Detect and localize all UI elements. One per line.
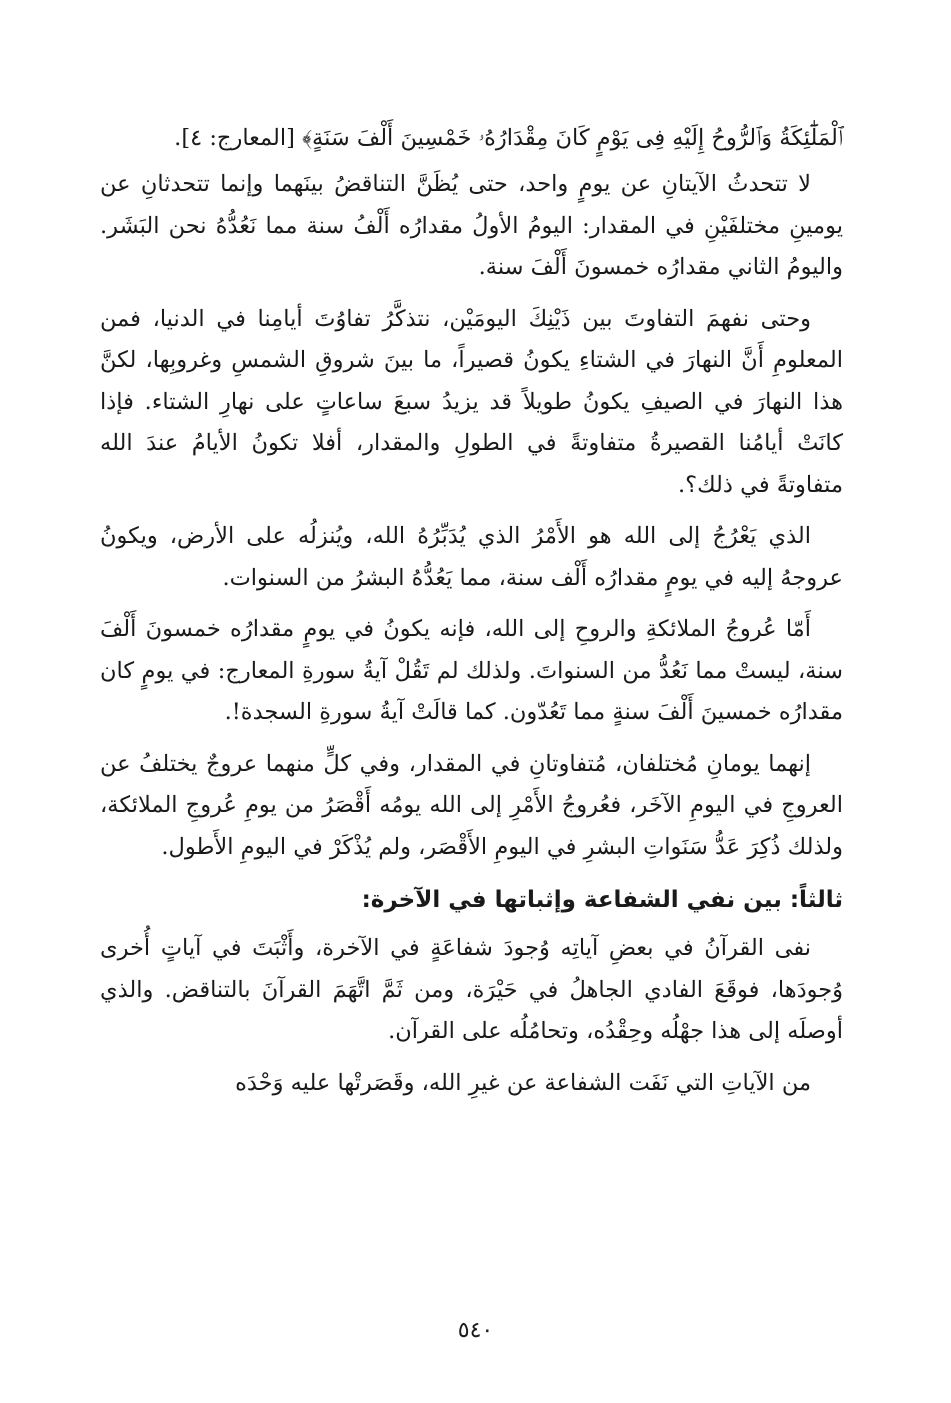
paragraph-text: من الآياتِ التي نَفَت الشفاعة عن غيرِ الله، وقَصَرتْها عليه وَحْدَه — [235, 1069, 811, 1096]
paragraph-5 — [100, 744, 843, 869]
paragraph-1 — [100, 164, 843, 289]
paragraph-7 — [100, 1063, 843, 1105]
paragraph-3 — [100, 516, 843, 599]
paragraph-text: أَمّا عُروجُ الملائكةِ والروحِ إلى الله، فإنه يكونُ في يومٍ مقدارُه خمسونَ أَلْفَ سنة، ليستْ مما نَعُدُّ من السنواتَ. ولذلك لم تَقُلْ آيةُ سورةِ المعارج: في يومٍ كان مقدارُه خمسينَ أَلْفَ سنةٍ مما تَعُدّون. كما قالَتْ آيةُ سورةِ السجدة!. — [100, 616, 843, 725]
paragraph-text: وحتى نفهمَ التفاوتَ بين ذَيْنِكَ اليومَيْن، نتذكَّرُ تفاوُتَ أيامِنا في الدنيا، فمن المعلومِ أَنَّ النهارَ في الشتاءِ يكونُ قصيراً، ما بينَ شروقِ الشمسِ وغروبِها، لكنَّ هذا النهارَ في الصيفِ يكونُ طويلاً قد يزيدُ سبعَ ساعاتٍ على نهارِ الشتاء. فإذا كانَتْ أيامُنا القصيرةُ متفاوتةً في الطولِ والمقدار، أفلا تكونُ الأيامُ عندَ الله متفاوتةً في ذلك؟. — [100, 305, 843, 498]
paragraph-4 — [100, 609, 843, 734]
paragraph-text: الذي يَعْرُجُ إلى الله هو الأَمْرُ الذي يُدَبِّرُهُ الله، ويُنزلُه على الأرض، ويكونُ عروجهُ إليه في يومٍ مقدارُه أَلْف سنة، مما يَعُدُّهُ البشرُ من السنوات. — [100, 523, 843, 591]
section-heading: ثالثاً: بين نفي الشفاعة وإثباتها في الآخرة: — [361, 887, 843, 913]
paragraph-text: لا تتحدثُ الآيتانِ عن يومٍ واحد، حتى يُظَنَّ التناقضُ بينَهما وإنما تتحدثانِ عن يومينِ مختلفَيْنِ في المقدار: اليومُ الأولُ مقدارُه أَلْفُ سنة مما نَعُدُّهُ نحن البَشَر. واليومُ الثاني مقدارُه خمسونَ أَلْفَ سنة. — [100, 171, 843, 280]
page-number: ٥٤٠ — [457, 1318, 494, 1343]
paragraph-2 — [100, 299, 843, 507]
paragraph-text: إنهما يومانِ مُختلفان، مُتفاوتانِ في المقدار، وفي كلٍّ منهما عروجٌ يختلفُ عن العروجِ في اليومِ الآخَر، فعُروجُ الأَمْرِ إلى الله يومُه أَقْصَرُ من يومِ عُروجِ الملائكة، ولذلك ذُكِرَ عَدُّ سَنَواتِ البشرِ في اليومِ الأَقْصَر، ولم يُذْكَرْ في اليومِ الأَطول. — [100, 750, 843, 860]
paragraph-6 — [100, 928, 843, 1053]
paragraph-text: نفى القرآنُ في بعضِ آياتِه وُجودَ شفاعَةٍ في الآخرة، وأَثْبَتَ في آياتٍ أُخرى وُجودَها، فوقَعَ الفادي الجاهلُ في حَيْرَة، ومن ثَمَّ اتَّهَمَ القرآنَ بالتناقض. والذي أوصلَه إلى هذا جهْلُه وحِقْدُه، وتحامُلُه على القرآن. — [100, 935, 843, 1044]
quran-verse-line: ٱلْمَلَٰٓئِكَةُ وَٱلرُّوحُ إِلَيْهِ فِى يَوْمٍ كَانَ مِقْدَارُهُۥ خَمْسِينَ أَلْفَ سَنَةٍ﴾ [المعارج: ٤]. — [174, 125, 843, 151]
book-page — [100, 118, 843, 1114]
